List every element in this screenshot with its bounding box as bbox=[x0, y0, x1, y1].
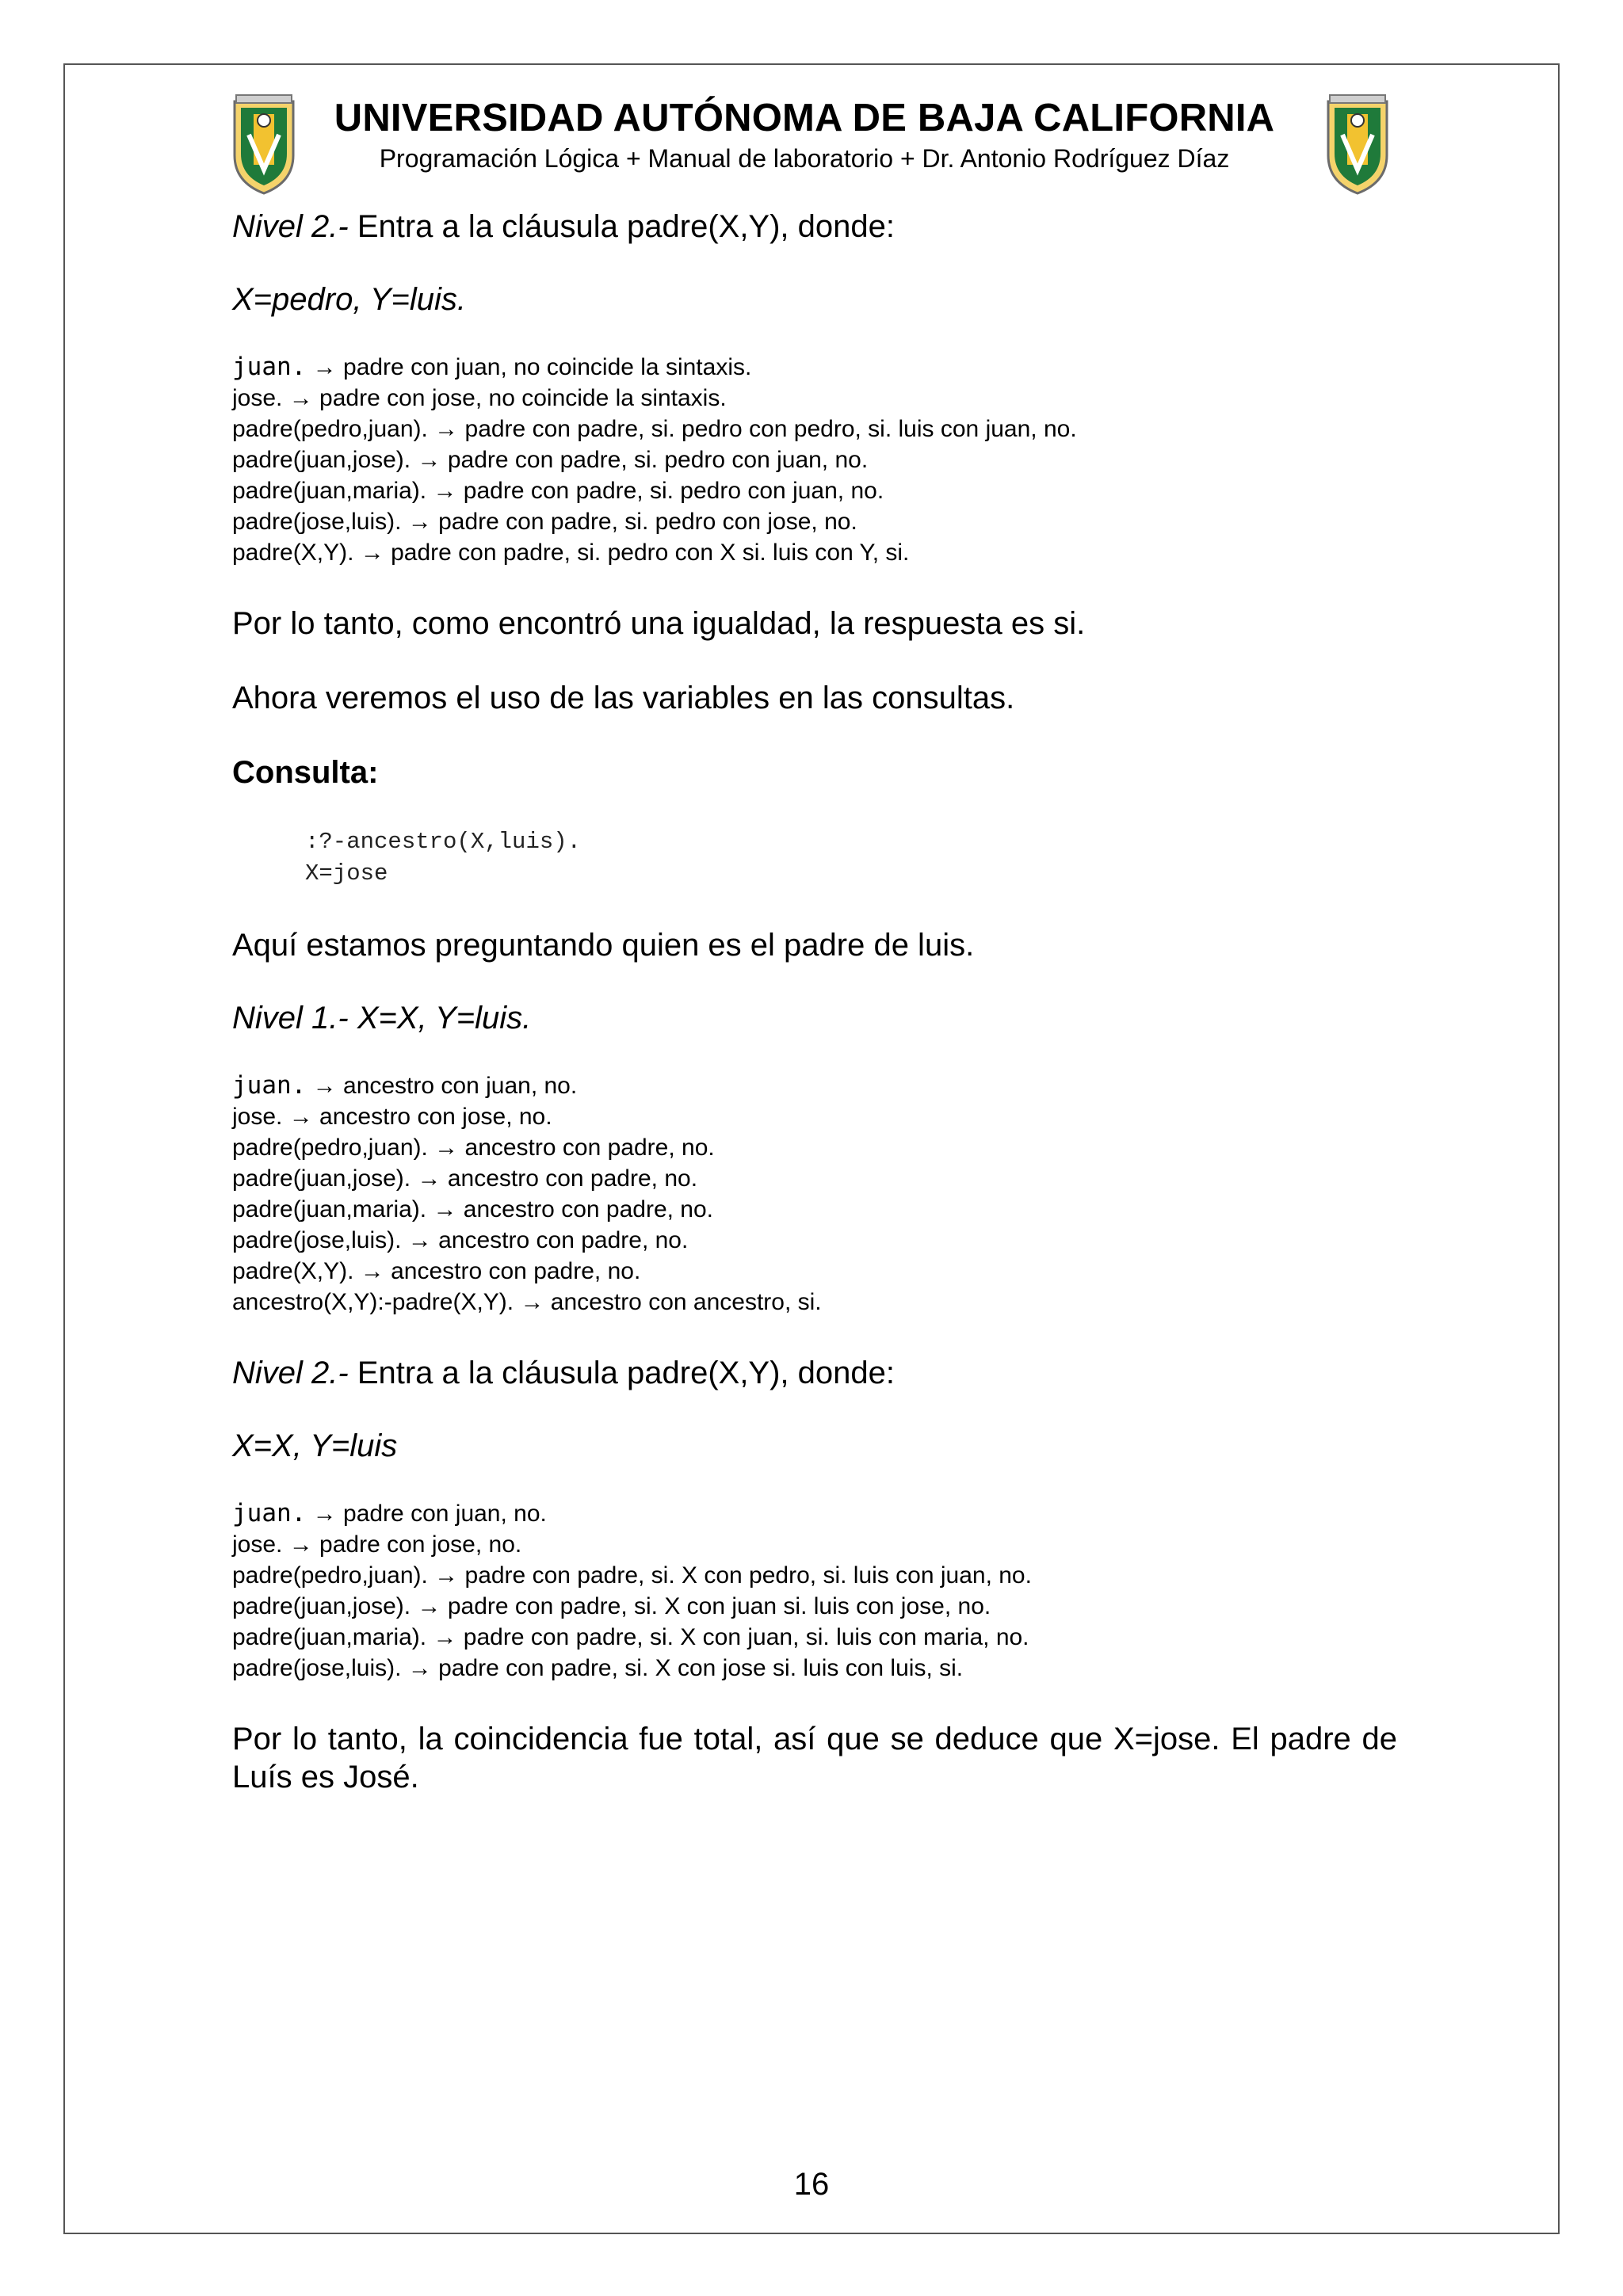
clause-text: juan. bbox=[232, 1071, 307, 1100]
conclusion-paragraph: Por lo tanto, la coincidencia fue total, así que se deduce que X=jose. El padre de Luís es José. bbox=[232, 1722, 1397, 1794]
arrow-icon: → bbox=[312, 354, 337, 380]
unification-line bbox=[232, 1591, 1397, 1622]
match-description: padre con padre, si. pedro con jose, no. bbox=[431, 509, 857, 535]
unification-line bbox=[232, 1287, 1397, 1318]
level-label: Nivel 2.- bbox=[232, 1356, 349, 1390]
arrow-icon: → bbox=[312, 1501, 337, 1527]
header-subtitle: Programación Lógica + Manual de laboratorio + Dr. Antonio Rodríguez Díaz bbox=[379, 144, 1230, 173]
level-label: Nivel 2.- bbox=[232, 209, 349, 244]
arrow-icon: → bbox=[433, 1624, 457, 1650]
clause-text: padre(pedro,juan). bbox=[232, 1135, 428, 1161]
paragraph: Aquí estamos preguntando quien es el padre de luis. bbox=[232, 928, 975, 963]
bindings-line: X=pedro, Y=luis. bbox=[232, 282, 467, 317]
code-line: X=jose bbox=[305, 860, 388, 887]
unification-line bbox=[232, 537, 1397, 568]
section-heading bbox=[232, 208, 1397, 246]
unification-line bbox=[232, 1132, 1397, 1163]
match-description: padre con padre, si. X con jose si. luis con luis, si. bbox=[431, 1655, 964, 1681]
arrow-icon: → bbox=[434, 1562, 459, 1589]
match-description: padre con padre, si. pedro con juan, no. bbox=[441, 447, 869, 473]
arrow-icon: → bbox=[433, 1196, 457, 1222]
clause-text: padre(X,Y). bbox=[232, 1258, 354, 1284]
arrow-icon: → bbox=[433, 478, 457, 504]
unification-line bbox=[232, 352, 1397, 383]
arrow-icon: → bbox=[360, 1258, 384, 1284]
arrow-icon: → bbox=[520, 1289, 544, 1315]
unification-line bbox=[232, 1622, 1397, 1653]
unification-list bbox=[232, 1070, 1397, 1318]
match-description: padre con juan, no coincide la sintaxis. bbox=[336, 354, 752, 380]
university-crest-icon bbox=[230, 93, 298, 196]
section-heading bbox=[232, 1354, 1397, 1392]
unification-list bbox=[232, 1498, 1397, 1684]
clause-text: padre(juan,maria). bbox=[232, 1196, 427, 1222]
conclusion-paragraph: Por lo tanto, como encontró una igualdad, la respuesta es si. bbox=[232, 606, 1086, 641]
clause-text: padre(jose,luis). bbox=[232, 1227, 402, 1253]
unification-line bbox=[232, 1560, 1397, 1591]
unification-line bbox=[232, 1194, 1397, 1225]
arrow-icon: → bbox=[288, 385, 313, 411]
clause-text: ancestro(X,Y):-padre(X,Y). bbox=[232, 1289, 514, 1315]
university-crest-icon bbox=[1323, 93, 1392, 196]
clause-text: padre(jose,luis). bbox=[232, 509, 402, 535]
arrow-icon: → bbox=[434, 416, 459, 442]
code-line: :?-ancestro(X,luis). bbox=[305, 829, 582, 855]
clause-text: padre(juan,jose). bbox=[232, 447, 411, 473]
clause-text: padre(juan,jose). bbox=[232, 1593, 411, 1619]
match-description: padre con juan, no. bbox=[336, 1501, 547, 1527]
match-description: ancestro con padre, no. bbox=[384, 1258, 641, 1284]
clause-text: padre(X,Y). bbox=[232, 540, 354, 566]
bindings-line: X=X, Y=luis bbox=[232, 1428, 398, 1463]
consulta-label: Consulta: bbox=[232, 755, 379, 790]
arrow-icon: → bbox=[288, 1531, 313, 1558]
match-description: padre con padre, si. pedro con juan, no. bbox=[456, 478, 884, 504]
clause-text: padre(juan,maria). bbox=[232, 478, 427, 504]
match-description: ancestro con padre, no. bbox=[456, 1196, 714, 1222]
match-description: padre con padre, si. X con juan, si. luis con maria, no. bbox=[456, 1624, 1029, 1650]
arrow-icon: → bbox=[417, 1165, 441, 1192]
arrow-icon: → bbox=[417, 1593, 441, 1619]
arrow-icon: → bbox=[288, 1104, 313, 1130]
paragraph: Ahora veremos el uso de las variables en las consultas. bbox=[232, 681, 1015, 715]
arrow-icon: → bbox=[434, 1135, 459, 1161]
match-description: padre con padre, si. X con juan si. luis con jose, no. bbox=[441, 1593, 991, 1619]
match-description: padre con padre, si. X con pedro, si. luis con juan, no. bbox=[458, 1562, 1032, 1589]
clause-text: jose. bbox=[232, 385, 283, 411]
clause-text: padre(pedro,juan). bbox=[232, 416, 428, 442]
unification-line bbox=[232, 1225, 1397, 1256]
unification-line bbox=[232, 475, 1397, 506]
arrow-icon: → bbox=[360, 540, 384, 566]
heading-text: Entra a la cláusula padre(X,Y), donde: bbox=[348, 209, 895, 244]
unification-list bbox=[232, 352, 1397, 568]
page-number: 16 bbox=[793, 2167, 830, 2202]
unification-line bbox=[232, 1163, 1397, 1194]
heading-text: Entra a la cláusula padre(X,Y), donde: bbox=[348, 1356, 895, 1390]
arrow-icon: → bbox=[407, 1655, 432, 1681]
unification-line bbox=[232, 1256, 1397, 1287]
match-description: padre con jose, no. bbox=[312, 1531, 522, 1558]
page-header bbox=[301, 93, 1308, 174]
unification-line bbox=[232, 383, 1397, 414]
unification-line bbox=[232, 444, 1397, 475]
arrow-icon: → bbox=[417, 447, 441, 473]
unification-line bbox=[232, 506, 1397, 537]
section-heading: Nivel 1.- X=X, Y=luis. bbox=[232, 1001, 532, 1035]
match-description: ancestro con ancestro, si. bbox=[544, 1289, 822, 1315]
match-description: ancestro con jose, no. bbox=[312, 1104, 552, 1130]
unification-line bbox=[232, 1101, 1397, 1132]
arrow-icon: → bbox=[312, 1073, 337, 1099]
clause-text: padre(juan,jose). bbox=[232, 1165, 411, 1192]
match-description: padre con padre, si. pedro con X si. luis con Y, si. bbox=[384, 540, 910, 566]
unification-line bbox=[232, 414, 1397, 444]
match-description: ancestro con padre, no. bbox=[431, 1227, 689, 1253]
clause-text: jose. bbox=[232, 1104, 283, 1130]
match-description: padre con jose, no coincide la sintaxis. bbox=[312, 385, 727, 411]
arrow-icon: → bbox=[407, 509, 432, 535]
match-description: padre con padre, si. pedro con pedro, si. luis con juan, no. bbox=[458, 416, 1077, 442]
unification-line bbox=[232, 1529, 1397, 1560]
match-description: ancestro con padre, no. bbox=[441, 1165, 698, 1192]
clause-text: padre(juan,maria). bbox=[232, 1624, 427, 1650]
clause-text: juan. bbox=[232, 1499, 307, 1527]
match-description: ancestro con padre, no. bbox=[458, 1135, 715, 1161]
match-description: ancestro con juan, no. bbox=[336, 1073, 578, 1099]
clause-text: padre(pedro,juan). bbox=[232, 1562, 428, 1589]
clause-text: jose. bbox=[232, 1531, 283, 1558]
clause-text: padre(jose,luis). bbox=[232, 1655, 402, 1681]
clause-text: juan. bbox=[232, 353, 307, 381]
unification-line bbox=[232, 1498, 1397, 1529]
arrow-icon: → bbox=[407, 1227, 432, 1253]
unification-line bbox=[232, 1653, 1397, 1684]
university-name: UNIVERSIDAD AUTÓNOMA DE BAJA CALIFORNIA bbox=[334, 97, 1275, 139]
document-body bbox=[232, 208, 1397, 1796]
unification-line bbox=[232, 1070, 1397, 1101]
